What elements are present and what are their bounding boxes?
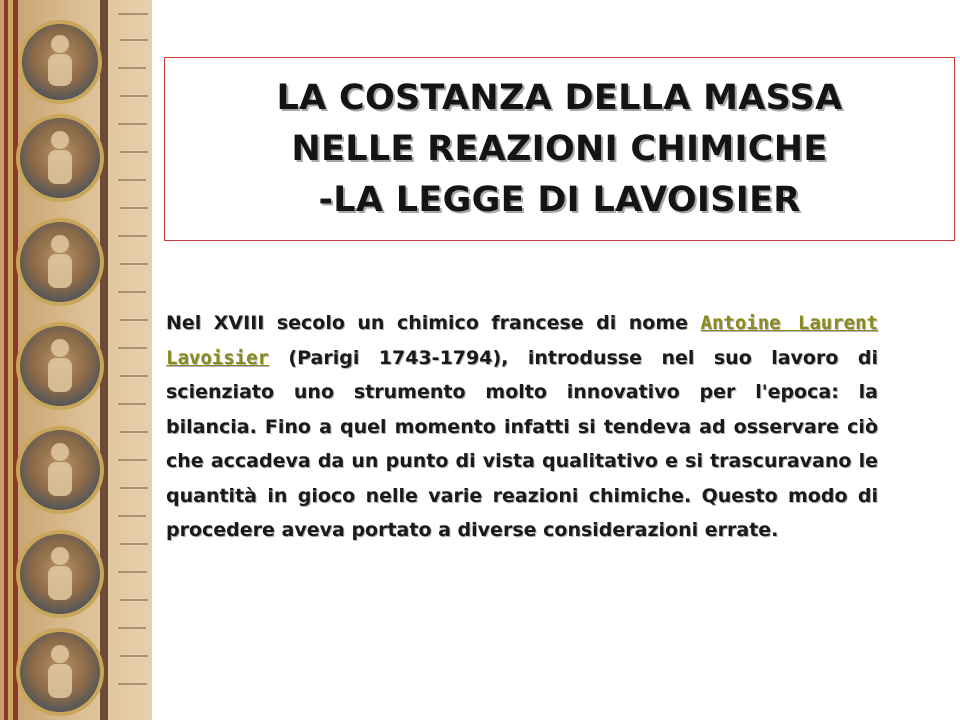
slide-title <box>277 73 843 226</box>
body-intro: Nel XVIII secolo un chimico francese di nome <box>166 312 701 334</box>
title-line-3: -LA LEGGE DI LAVOISIER <box>318 179 801 220</box>
lavoisier-link[interactable]: Antoine Laurent Lavoisier <box>166 312 878 369</box>
title-box <box>164 57 955 241</box>
body-rest: (Parigi 1743-1794), introdusse nel suo lavoro di scienziato uno strumento molto innovativo per l'epoca: la bilancia. Fino a quel momento infatti si tendeva ad osservare ciò che accadeva da un punto di vista qualitativo e si trascuravano le quantità in gioco nelle varie reazioni chimiche. Questo modo di procedere aveva portato a diverse considerazioni errate. <box>166 346 878 541</box>
title-line-1: LA COSTANZA DELLA MASSA <box>276 77 843 118</box>
body-paragraph <box>166 306 878 548</box>
title-line-2: NELLE REAZIONI CHIMICHE <box>291 128 828 169</box>
manuscript-illustration <box>0 0 152 720</box>
